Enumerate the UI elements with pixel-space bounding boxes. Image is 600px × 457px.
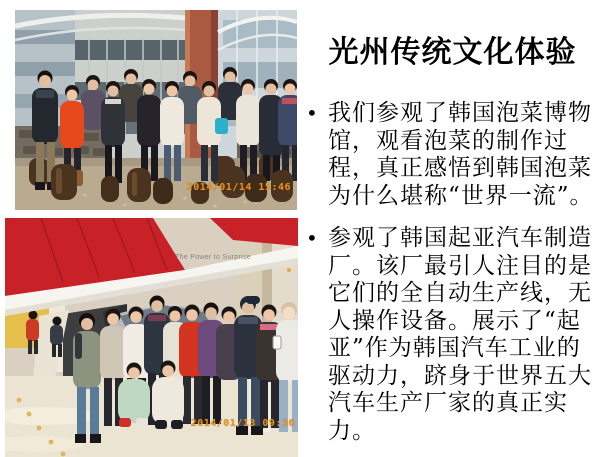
bullet-text: 我们参观了韩国泡菜博物馆，观看泡菜的制作过程，真正感悟到韩国泡菜为什么堪称“世界一流”。 — [328, 100, 594, 209]
kimchi-museum-photo-illustration — [15, 10, 297, 210]
bullet-list — [306, 100, 598, 457]
kimchi-museum-photo — [15, 10, 297, 210]
slide-title: 光州传统文化体验 — [328, 35, 577, 70]
bullet-marker: • — [306, 226, 318, 250]
bullet-item — [306, 225, 598, 445]
photo-timestamp: 2014/01/14 15:46 — [186, 182, 291, 193]
bullet-text: 参观了韩国起亚汽车制造厂。该厂最引人注目的是它们的全自动生产线，无人操作设备。展示了“起亚”作为韩国汽车工业的驱动力，跻身于世界五大汽车生产厂家的真正实力。 — [328, 225, 592, 444]
kia-slogan-sign: The Power to Surprise — [175, 254, 251, 261]
photo-timestamp: 2014/01/13 09:36 — [190, 418, 295, 429]
kia-factory-photo — [5, 218, 298, 457]
bullet-marker: • — [306, 101, 318, 125]
bullet-item — [306, 100, 598, 210]
